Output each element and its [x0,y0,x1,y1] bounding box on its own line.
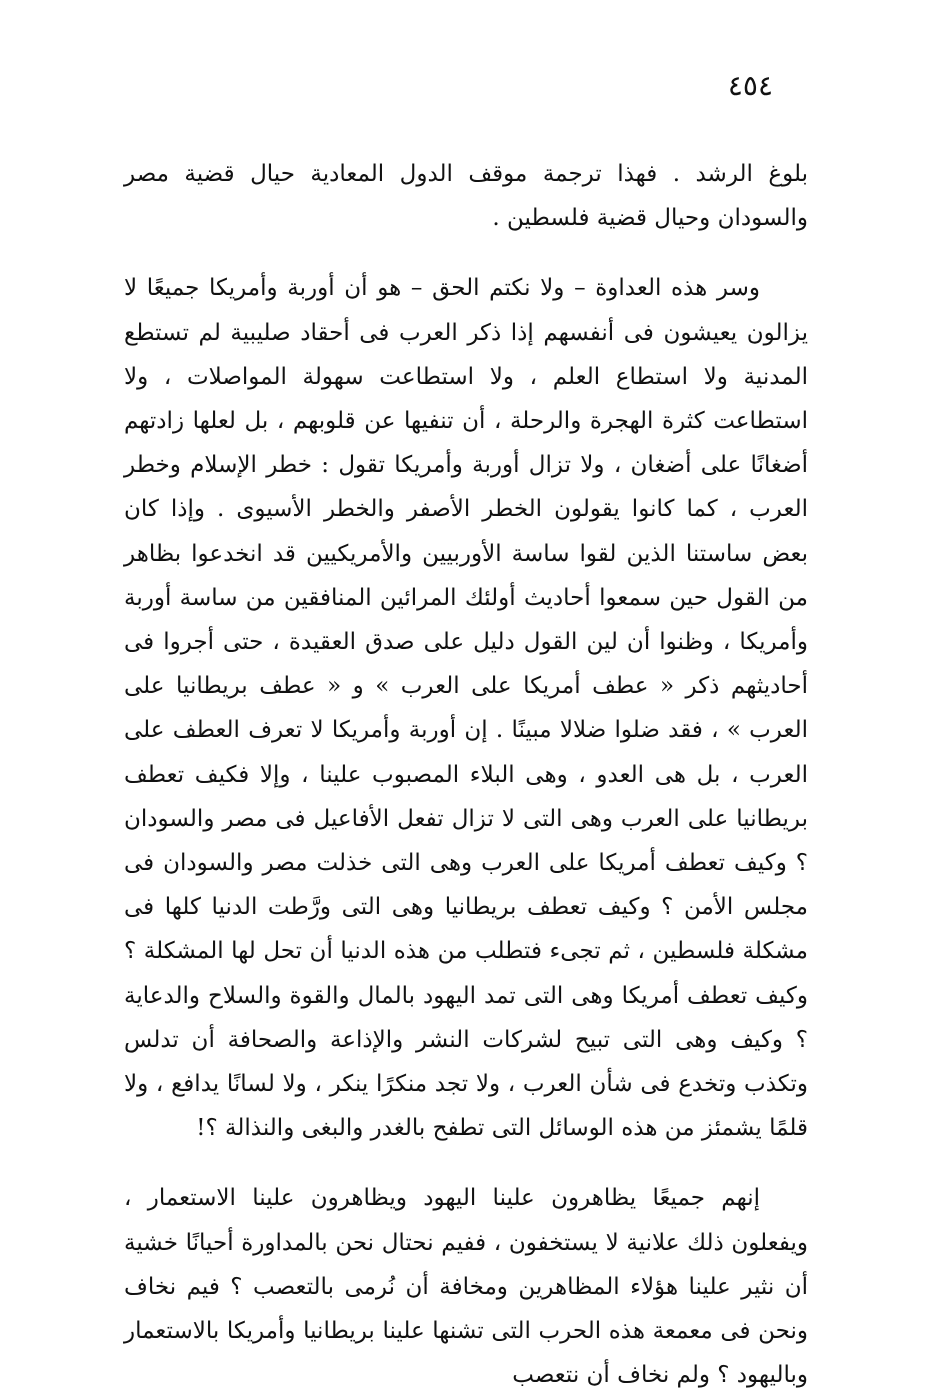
paragraph-continuation: بلوغ الرشد . فهذا ترجمة موقف الدول المعادية حيال قضية مصر والسودان وحيال قضية فلسطين . [124,161,808,232]
page-number: ٤٥٤ [727,69,773,102]
paragraph-enmity: وسر هذه العداوة – ولا نكتم الحق – هو أن أوربة وأمريكا جميعًا لا يزالون يعيشون فى أنفسهم إذا ذكر العرب فى أحقاد صليبية لم تستطع المدنية ولا استطاع العلم ، ولا استطاعت سهولة المواصلات ، ولا استطاعت كثرة الهجرة والرحلة ، أن تنفيها عن قلوبهم ، بل لعلها زادتهم أضغانًا على أضغان ، ولا تزال أوربة وأمريكا تقول : خطر الإسلام وخطر العرب ، كما كانوا يقولون الخطر الأصفر والخطر الأسيوى . وإذا كان بعض ساستنا الذين لقوا ساسة الأوربيين والأمريكيين قد انخدعوا بظاهر من القول حين سمعوا أحاديث أولئك المرائين المنافقين من ساسة أوربة وأمريكا ، وظنوا أن لين القول دليل على صدق العقيدة ، حتى أجروا فى أحاديثهم ذكر « عطف أمريكا على العرب » و « عطف بريطانيا على العرب » ، فقد ضلوا ضلالا مبينًا . إن أوربة وأمريكا لا تعرف العطف على العرب ، بل هى العدو ، وهى البلاء المصبوب علينا ، وإلا فكيف تعطف بريطانيا على العرب وهى التى لا تزال تفعل الأفاعيل فى مصر والسودان ؟ وكيف تعطف أمريكا على العرب وهى التى خذلت مصر والسودان فى مجلس الأمن ؟ وكيف تعطف بريطانيا وهى التى ورَّطت الدنيا كلها فى مشكلة فلسطين ، ثم تجىء فتطلب من هذه الدنيا أن تحل لها المشكلة ؟ وكيف تعطف أمريكا وهى التى تمد اليهود بالمال والقوة والسلاح والدعاية ؟ وكيف وهى التى تبيح لشركات النشر والإذاعة والصحافة أن تدلس وتكذب وتخدع فى شأن العرب ، ولا تجد منكرًا ينكر ، ولا لسانًا يدافع ، ولا قلمًا يشمئز من هذه الوسائل التى تطفح بالغدر والبغى والنذالة ؟! [124,275,808,1142]
paragraph-supporters: إنهم جميعًا يظاهرون علينا اليهود ويظاهرون علينا الاستعمار ، ويفعلون ذلك علانية لا يستخفون ، ففيم نحتال نحن بالمداورة أحيانًا خشية أن نثير علينا هؤلاء المظاهرين ومخافة أن نُرمى بالتعصب ؟ فيم نخاف ونحن فى معمعة هذه الحرب التى تشنها علينا بريطانيا وأمريكا بالاستعمار وباليهود ؟ ولم نخاف أن نتعصب [124,1185,808,1389]
body-text [124,152,808,1397]
